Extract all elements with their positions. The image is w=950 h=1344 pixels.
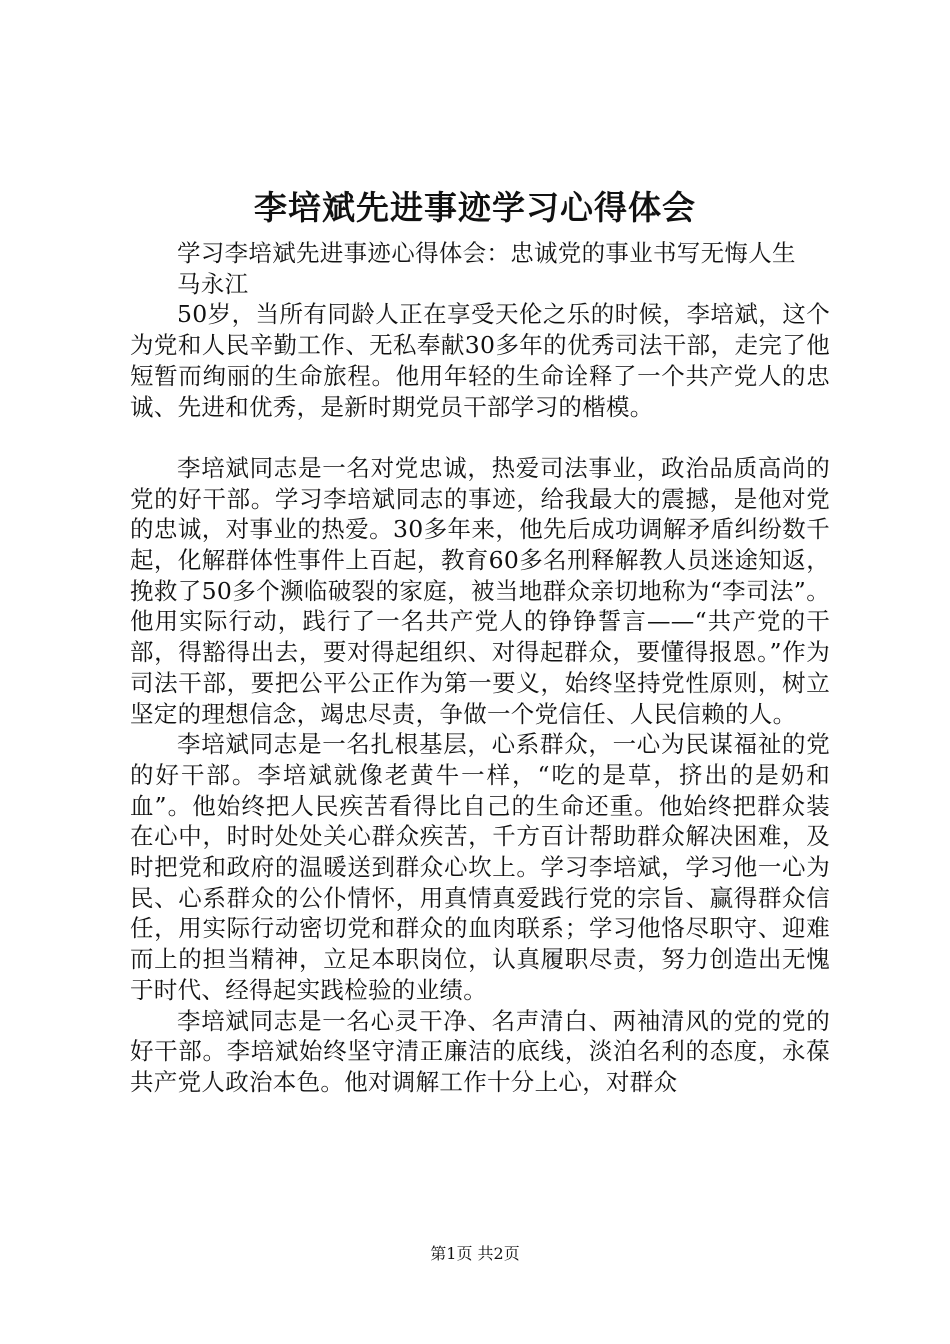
- document-title: 李培斌先进事迹学习心得体会: [254, 188, 696, 227]
- page-footer: 第1页 共2页: [430, 1244, 520, 1263]
- body-paragraph: 李培斌同志是一名对党忠诚，热爱司法事业，政治品质高尚的党的好干部。学习李培斌同志的事迹，给我最大的震撼，是他对党的忠诚，对事业的热爱。30多年来，他先后成功调解矛盾纠纷数千起，化解群体性事件上百起，教育60多名刑释解教人员迷途知返，挽救了50多个濒临破裂的家庭，被当地群众亲切地称为“李司法”。他用实际行动，践行了一名共产党人的铮铮誓言——“共产党的干部，得豁得出去，要对得起组织、对得起群众，要懂得报恩。”作为司法干部，要把公平公正作为第一要义，始终坚持党性原则，树立坚定的理想信念，竭忠尽责，争做一个党信任、人民信赖的人。: [130, 453, 830, 728]
- body-paragraph: 50岁，当所有同龄人正在享受天伦之乐的时候，李培斌，这个为党和人民辛勤工作、无私奉献30多年的优秀司法干部，走完了他短暂而绚丽的生命旅程。他用年轻的生命诠释了一个共产党人的忠诚、先进和优秀，是新时期党员干部学习的楷模。: [130, 300, 830, 421]
- author-line: 马永江: [177, 269, 249, 298]
- subtitle-paragraph: 学习李培斌先进事迹心得体会：忠诚党的事业书写无悔人生: [177, 239, 796, 267]
- document-body: [130, 238, 830, 1098]
- body-paragraph: 李培斌同志是一名扎根基层，心系群众，一心为民谋福祉的党的好干部。李培斌就像老黄牛一样，“吃的是草，挤出的是奶和血”。他始终把人民疾苦看得比自己的生命还重。他始终把群众装在心中，时时处处关心群众疾苦，千方百计帮助群众解决困难，及时把党和政府的温暖送到群众心坎上。学习李培斌，学习他一心为民、心系群众的公仆情怀，用真情真爱践行党的宗旨、赢得群众信任，用实际行动密切党和群众的血肉联系；学习他恪尽职守、迎难而上的担当精神，立足本职岗位，认真履职尽责，努力创造出无愧于时代、经得起实践检验的业绩。: [130, 730, 830, 1004]
- body-paragraph: 李培斌同志是一名心灵干净、名声清白、两袖清风的党的党的好干部。李培斌始终坚守清正廉洁的底线，淡泊名利的态度，永葆共产党人政治本色。他对调解工作十分上心，对群众: [130, 1006, 830, 1096]
